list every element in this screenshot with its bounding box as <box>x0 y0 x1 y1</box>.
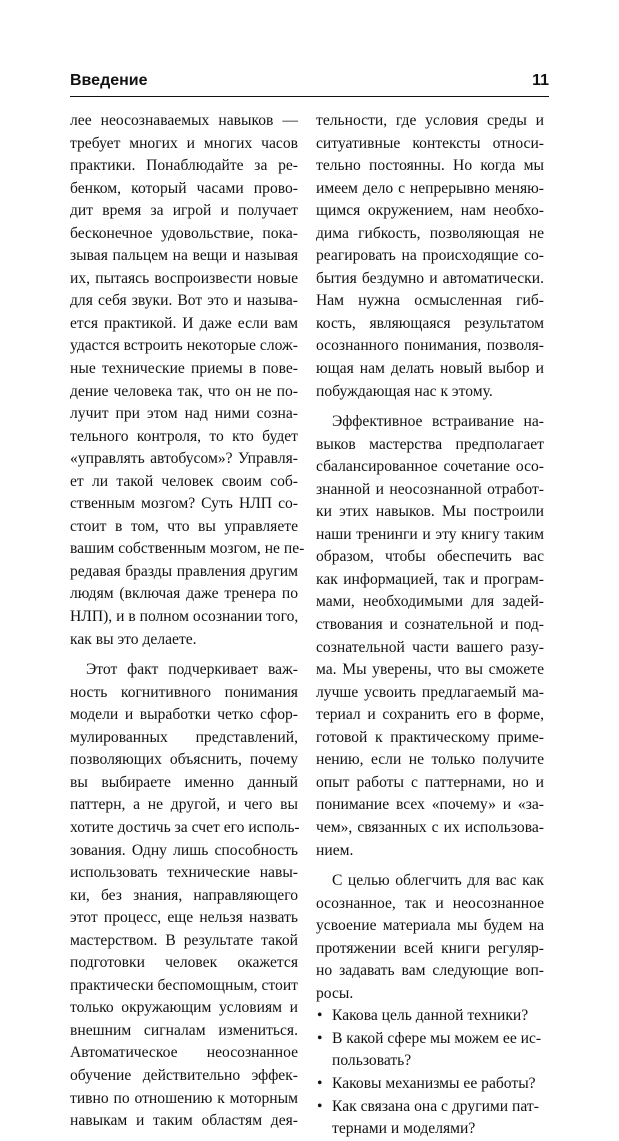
text-line: бесконечное удовольствие, пока- <box>70 224 298 242</box>
text-line: сбалансированное сочетание осо- <box>316 458 544 476</box>
text-line: ки, без знания, направляющего <box>70 886 298 904</box>
text-line: побуждающая нас к этому. <box>316 382 493 400</box>
text-line: вашим собственным мозгом, не пе- <box>70 540 305 558</box>
bullet-item: • Каковы механизмы ее работы? <box>316 1073 544 1096</box>
bullet-item-continuation: пользовать? <box>332 1052 412 1070</box>
running-header <box>70 70 549 92</box>
text-line: «управлять автобусом»? Управля- <box>70 450 298 468</box>
text-line: лучше усвоить предлагаемый ма- <box>316 683 544 701</box>
text-line: дение человека так, что он не по- <box>70 382 298 400</box>
text-line: щимся окружением, нам необхо- <box>316 202 544 220</box>
text-line: модели и выработки четко сфор- <box>70 706 298 724</box>
text-line: Автоматическое неосознанное <box>70 1044 298 1062</box>
text-line: ется практикой. И даже если вам <box>70 314 298 332</box>
text-line: тельности, где условия среды и <box>316 112 544 129</box>
text-line: НЛП), и в полном осознании того, <box>70 608 299 626</box>
text-line: людям (включая даже тренера по <box>70 585 298 603</box>
text-line: этот процесс, еще нельзя назвать <box>70 909 298 927</box>
chapter-title: Введение <box>70 72 148 89</box>
text-line: бенком, который часами прово- <box>70 179 298 197</box>
text-line: навыкам и таким областям дея- <box>70 1112 298 1130</box>
text-line: позволяющих объяснить, почему <box>70 751 298 769</box>
text-line: мастерством. В результате такой <box>70 931 298 949</box>
text-line: тивно по отношению к моторным <box>70 1089 298 1107</box>
text-line: ность когнитивного понимания <box>70 683 298 701</box>
text-line: удастся встроить некоторые слож- <box>70 337 298 355</box>
text-line: ствования и сознательной и под- <box>316 616 544 634</box>
text-line: усвоение материала мы будем на <box>316 917 544 935</box>
text-line: нению, если не только получите <box>316 751 544 769</box>
text-line: чем», связанных с их использова- <box>316 818 544 836</box>
left-column <box>70 110 305 1133</box>
text-line: ющая нам делать новый выбор и <box>316 360 544 378</box>
text-line: С целью облегчить для вас как <box>332 872 544 890</box>
text-line: внешним сигналам измениться. <box>70 1021 298 1039</box>
text-line: осознанное, так и неосознанное <box>316 894 544 912</box>
text-line: готовой к практическому приме- <box>316 728 544 746</box>
text-line: хотите достичь за счет его исполь- <box>70 818 300 836</box>
text-line: наши тренинги и эту книгу таким <box>316 525 544 543</box>
text-line: имеем дело с непрерывно меняю- <box>316 179 544 197</box>
text-line: практически беспомощным, стоит <box>70 976 298 994</box>
text-line: паттерн, а не другой, и чего вы <box>70 796 298 814</box>
text-line: ственным мозгом? Суть НЛП со- <box>70 495 298 513</box>
paragraph-gap <box>70 651 298 659</box>
text-line: Нам нужна осмысленная гиб- <box>316 292 544 310</box>
text-line: тельно постоянны. Но когда мы <box>316 157 544 175</box>
text-line: кость, являющаяся результатом <box>316 314 544 332</box>
text-line: опыт работы с паттернами, но и <box>316 773 544 791</box>
text-line: их, пытаясь воспроизвести новые <box>70 269 298 287</box>
text-line: практики. Понаблюдайте за ре- <box>70 157 298 175</box>
bullet-item: • Какова цель данной техники? <box>316 1005 544 1028</box>
bullet-item-continuation: тернами и моделями? <box>332 1120 476 1138</box>
bullet-item: • В какой сфере мы можем ее ис- <box>316 1028 544 1051</box>
paragraph-gap <box>316 862 544 870</box>
text-line: для себя звуки. Вот это и называ- <box>70 292 298 310</box>
paragraph-gap <box>316 403 544 411</box>
text-line: редавая бразды правления другим <box>70 562 298 580</box>
text-line: ные технические приемы в пове- <box>70 360 298 378</box>
right-column <box>316 110 544 1141</box>
text-line: зывая пальцем на вещи и называя <box>70 247 298 265</box>
text-line: Этот факт подчеркивает важ- <box>86 661 298 679</box>
text-line: как информацией, так и програм- <box>316 570 544 588</box>
text-line: лучит при этом над ними созна- <box>70 405 298 423</box>
text-line: ситуативные контексты относи- <box>316 134 544 152</box>
text-line: териал и сохранить его в форме, <box>316 706 544 724</box>
text-line: ки этих навыков. Мы построили <box>316 503 544 521</box>
text-line: нием. <box>316 841 354 859</box>
text-line: стоит в том, что вы управляете <box>70 517 298 535</box>
text-line: осознанного понимания, позволя- <box>316 337 544 355</box>
text-line: протяжении всей книги регуляр- <box>316 939 544 957</box>
text-line: бытия бездумно и автоматически. <box>316 269 544 287</box>
text-line: росы. <box>316 984 354 1002</box>
text-line: мами, необходимыми для задей- <box>316 593 544 611</box>
text-line: использовать технические навы- <box>70 864 298 882</box>
text-line: сознательной части вашего разу- <box>316 638 544 656</box>
text-line: как вы это делаете. <box>70 630 197 648</box>
text-line: но задавать вам следующие воп- <box>316 962 544 980</box>
text-line: зования. Одну лишь способность <box>70 841 298 859</box>
text-line: реагировать на происходящие со- <box>316 247 544 265</box>
page-number: 11 <box>532 72 549 89</box>
text-line: тельного контроля, то кто будет <box>70 427 298 445</box>
text-line: выков мастерства предполагает <box>316 435 544 453</box>
text-line: ма. Мы уверены, что вы сможете <box>316 661 544 679</box>
bullet-item: • Как связана она с другими пат- <box>316 1096 544 1119</box>
text-line: Эффективное встраивание на- <box>332 413 544 431</box>
text-line: образом, чтобы обеспечить вас <box>316 548 544 566</box>
text-line: требует многих и многих часов <box>70 134 298 152</box>
text-line: подготовки человек окажется <box>70 954 298 972</box>
text-line: дит время за игрой и получает <box>70 202 298 220</box>
text-line: обучение действительно эффек- <box>70 1066 298 1084</box>
text-line: только окружающим условиям и <box>70 999 298 1017</box>
text-line: вы выбираете именно данный <box>70 773 298 791</box>
text-line: понимание всех «почему» и «за- <box>316 796 544 814</box>
text-line: ет ли такой человек своим соб- <box>70 472 298 490</box>
text-line: мулированных представлений, <box>70 728 298 746</box>
header-rule <box>70 96 549 97</box>
text-line: лее неосознаваемых навыков — <box>70 112 298 129</box>
text-line: дима гибкость, позволяющая не <box>316 224 544 242</box>
text-line: знанной и неосознанной отработ- <box>316 480 544 498</box>
